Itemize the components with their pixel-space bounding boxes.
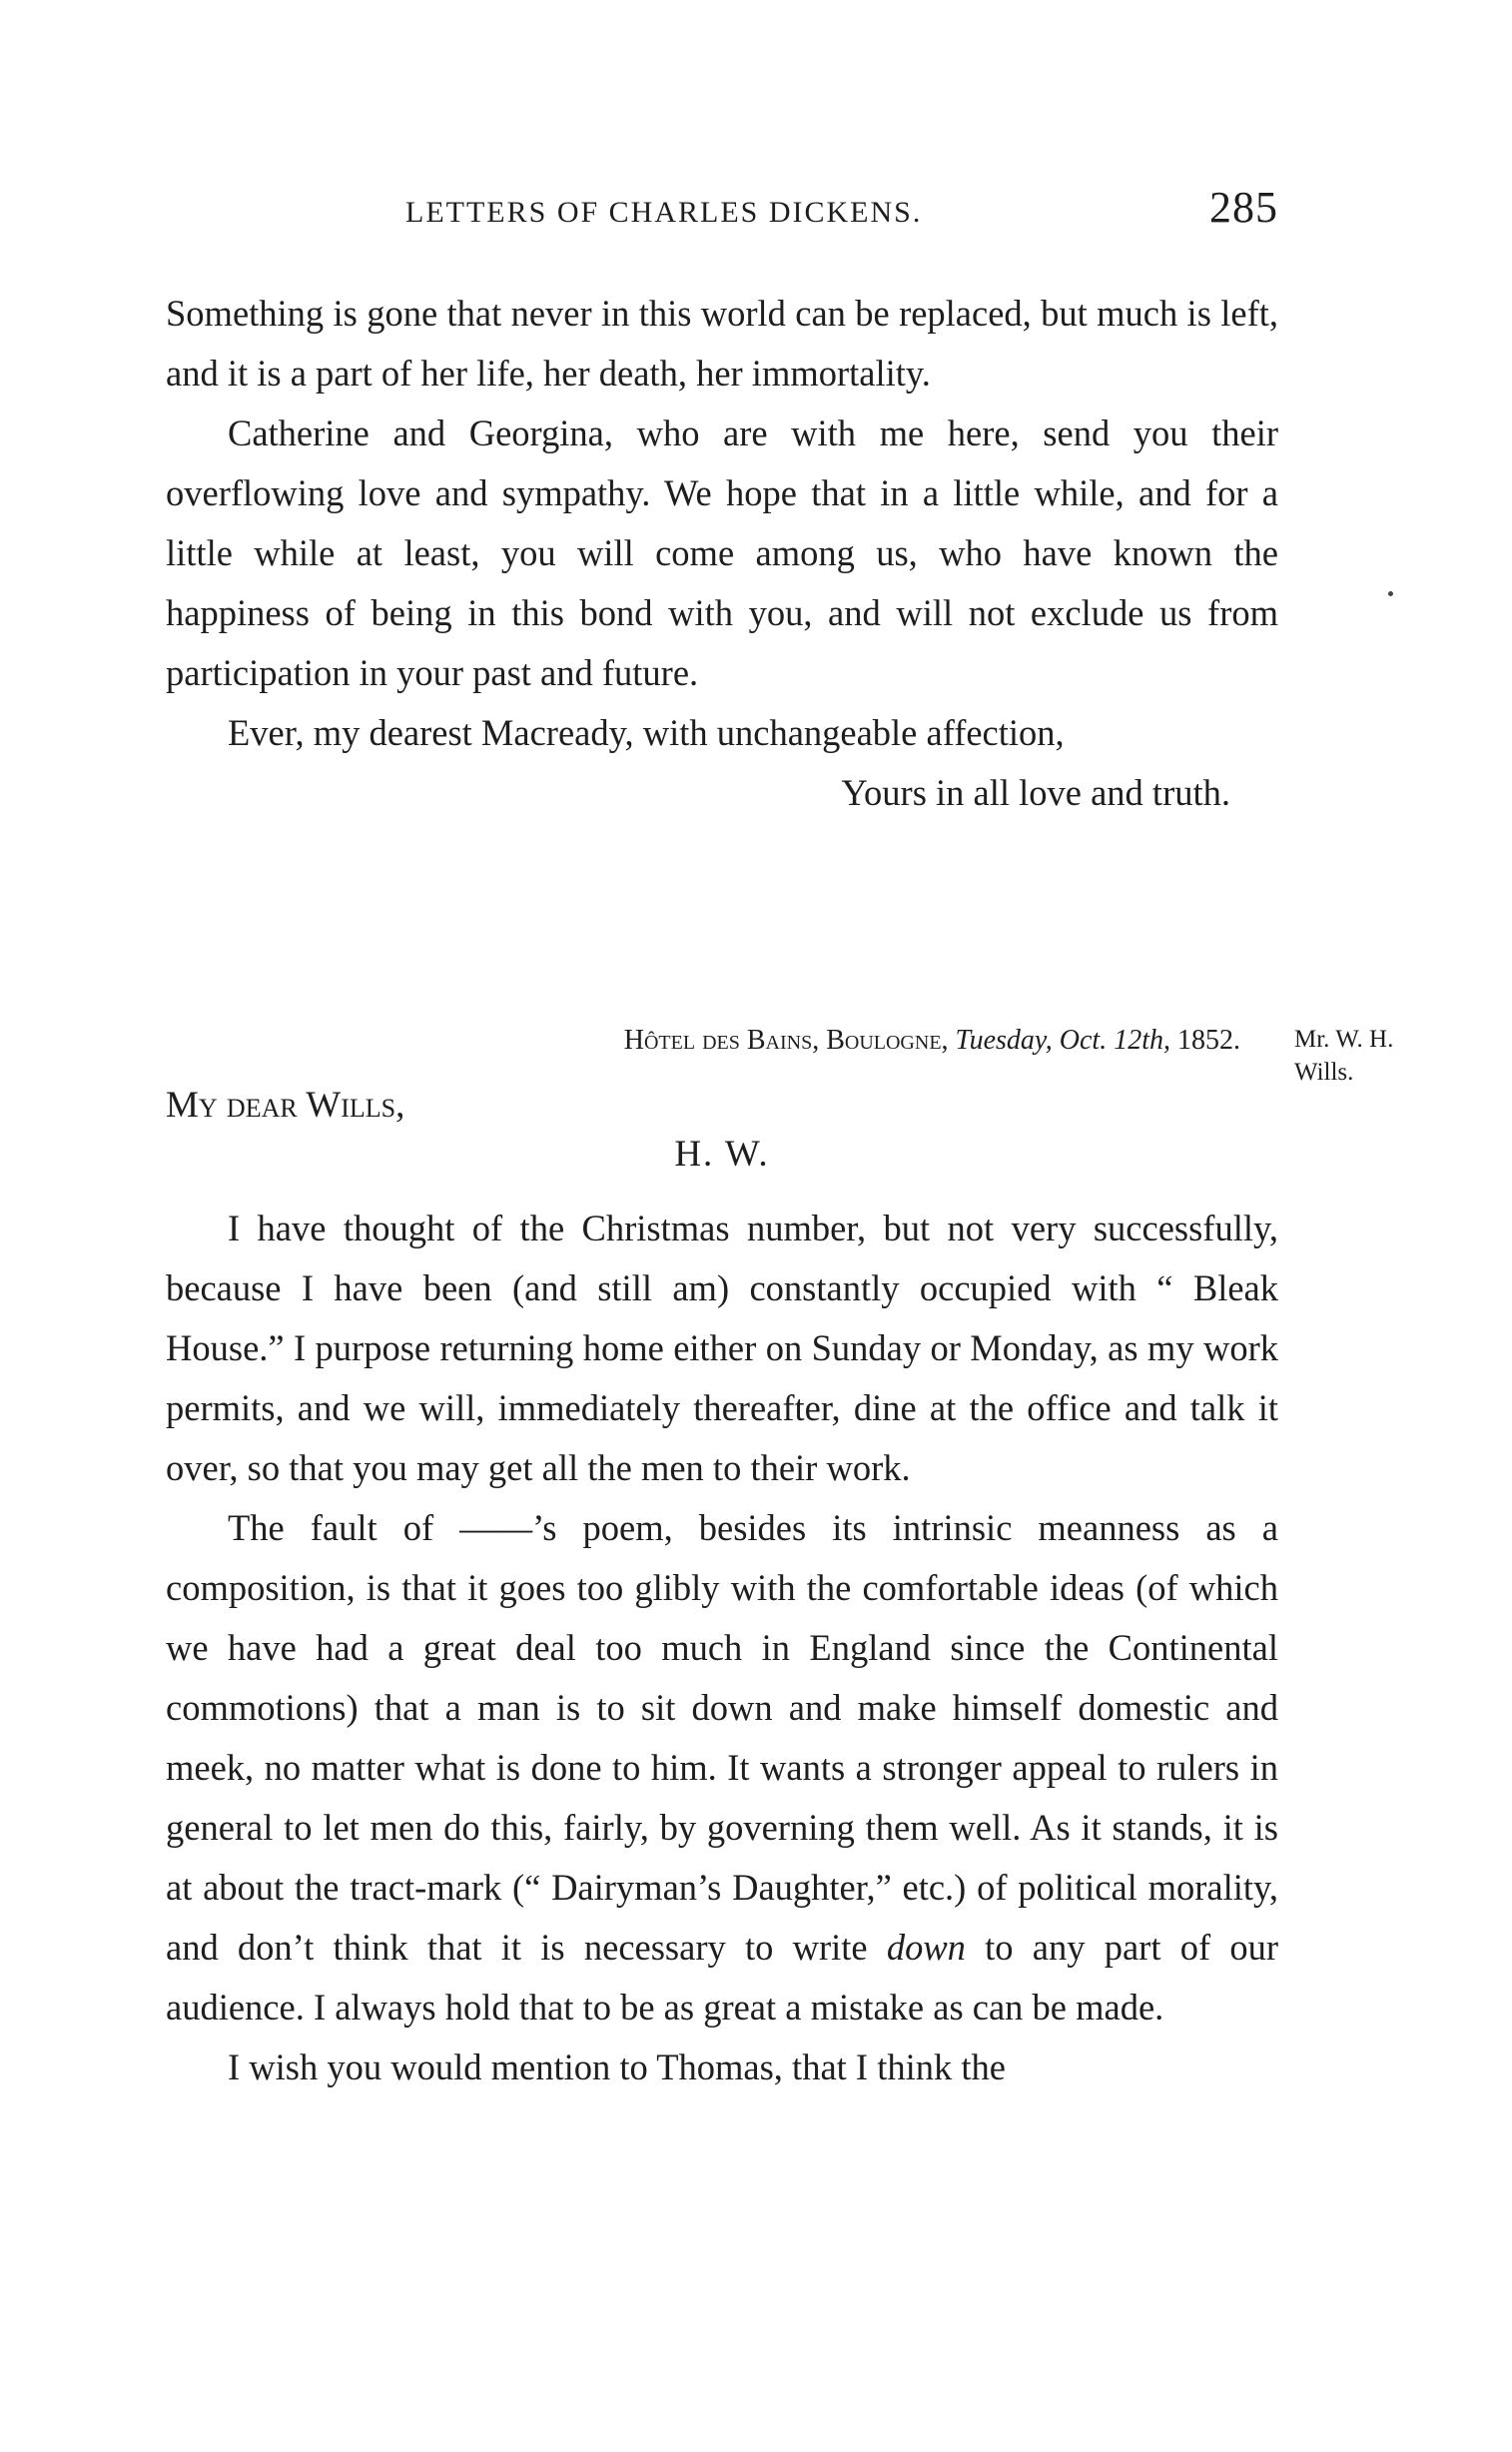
first-letter-body (166, 284, 1278, 823)
margin-note-line-1: Mr. W. H. (1294, 1026, 1394, 1053)
paragraph-2-text-before: The fault of ——’s poem, besides its intrinsic meanness as a composition, is that it goes too glibly with the comfortable ideas (of which we have had a great deal too much in England since the Continental commotions) that a man is to sit down and make himself domestic and meek, no matter what is done to him. It wants a stronger appeal to rulers in general to let men do this, fairly, by governing them well. As it stands, it is at about the tract-mark (“ Dairyman’s Daughter,” etc.) of political morality, and don’t think that it is necessary to write (166, 1507, 1278, 1968)
paragraph-2-text-after: to any part of our audience. I always hold that to be as great a mistake as can be made. (166, 1927, 1278, 2028)
first-letter-paragraph-1: Something is gone that never in this world can be replaced, but much is left, and it is a part of her life, her death, her immortality. (166, 293, 1278, 394)
salutation-text: My dear Wills, (166, 1085, 405, 1126)
first-letter-paragraph-2: Catherine and Georgina, who are with me here, send you their overflowing love and sympathy. We hope that in a little while, and for a little while at least, you will come among us, who have known the happiness of being in this bond with you, and will not exclude us from participation in your past and future. (166, 412, 1278, 693)
ink-speck (1388, 591, 1393, 596)
second-letter-body (166, 1139, 1278, 2097)
second-letter-paragraph-3: I wish you would mention to Thomas, that I think the (228, 2046, 1006, 2087)
page-number: 285 (1209, 183, 1278, 232)
margin-note (1294, 1023, 1494, 1089)
dateline-year: 1852. (1177, 1025, 1240, 1056)
second-letter-heading: H. W. (674, 1134, 770, 1175)
second-letter-dateline (166, 1021, 1240, 1061)
second-letter-paragraph-1: I have thought of the Christmas number, but not very successfully, because I have been (and still am) constantly occupied with “ Bleak House.” I purpose returning home either on Sunday or Monday, as my work permits, and we will, immediately thereafter, dine at the office and talk it over, so that you may get all the men to their work. (166, 1208, 1278, 1488)
dateline-place: Hôtel des Bains, Boulogne, (623, 1025, 949, 1056)
first-letter-closing: Ever, my dearest Macready, with unchangeable affection, (228, 712, 1065, 753)
second-letter-salutation (166, 1082, 404, 1130)
first-letter-signoff: Yours in all love and truth. (841, 772, 1230, 813)
second-letter-paragraph-2 (166, 1498, 1278, 2038)
margin-note-line-2: Wills. (1294, 1059, 1354, 1086)
dateline-date: Tuesday, Oct. 12th, (955, 1025, 1170, 1056)
running-title: LETTERS OF CHARLES DICKENS. (405, 196, 923, 229)
paragraph-2-italic-word: down (886, 1927, 966, 1968)
running-head (166, 182, 1278, 242)
